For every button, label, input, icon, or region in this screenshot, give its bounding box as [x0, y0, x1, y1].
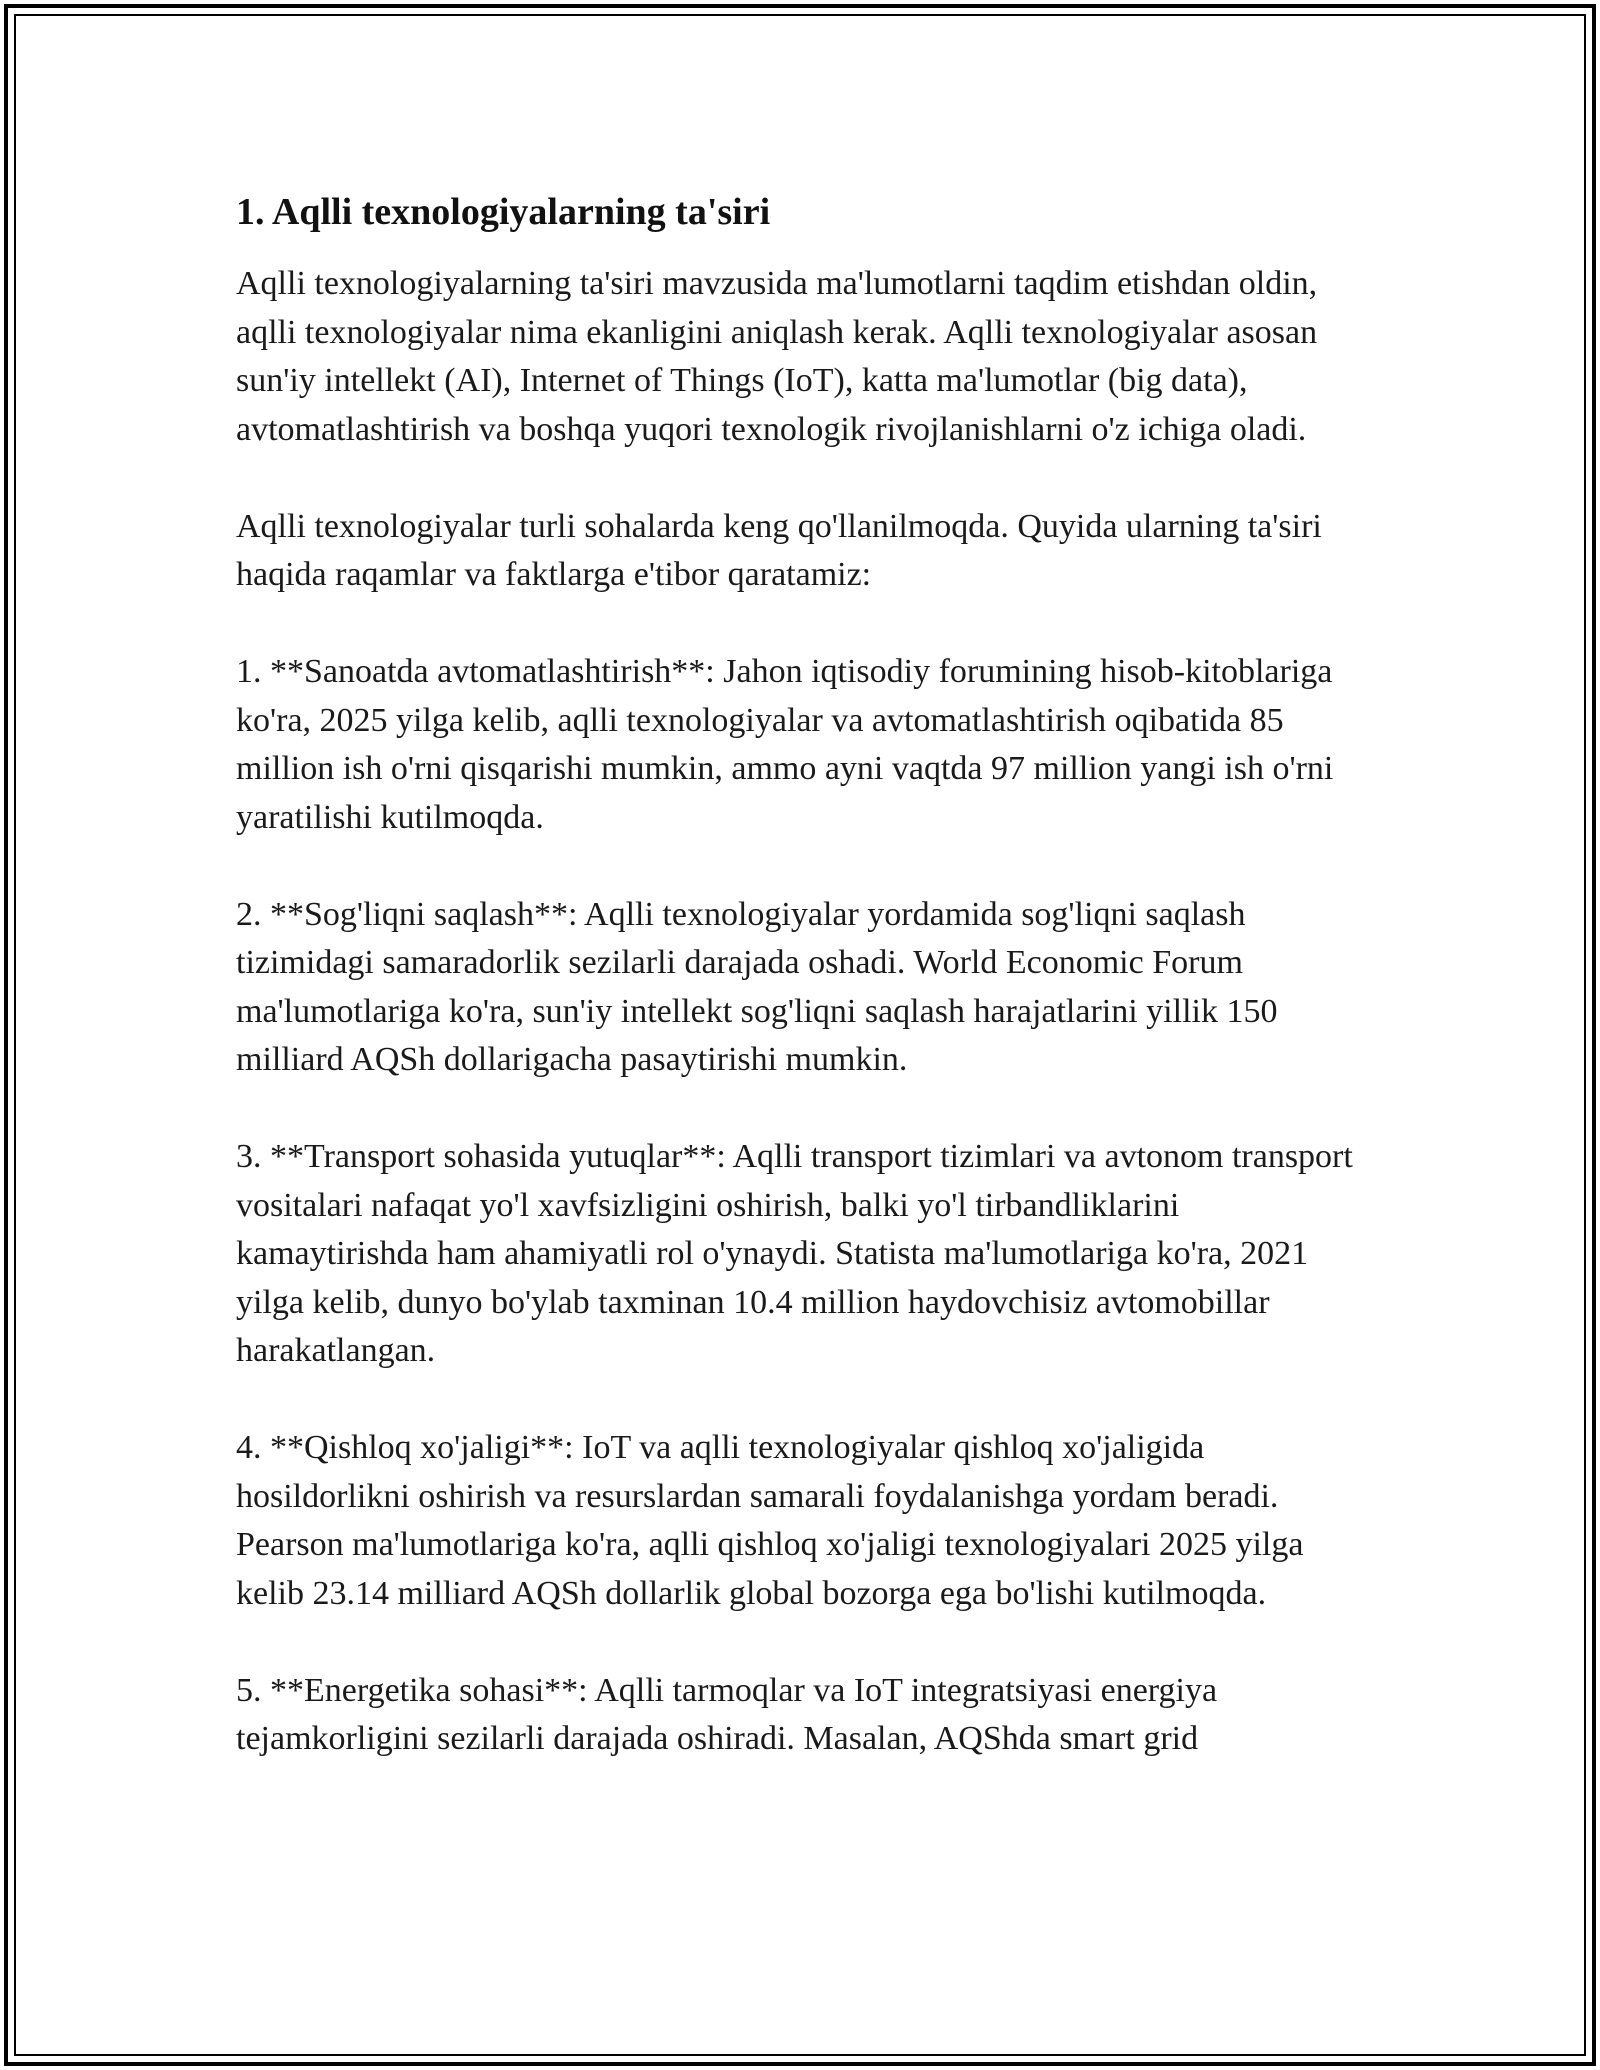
list-item-healthcare: 2. **Sog'liqni saqlash**: Aqlli texnologiyalar yordamida sog'liqni saqlash tizimidagi samaradorlik sezilarli darajada oshadi. World Economic Forum ma'lumotlariga ko'ra, sun'iy intellekt sog'liqni saqlash harajatlarini yillik 150 milliard AQSh dollarigacha pasaytirishi mumkin.: [236, 895, 1286, 1078]
paragraph-intro: Aqlli texnologiyalarning ta'siri mavzusida ma'lumotlarni taqdim etishdan oldin, aqlli texnologiyalar nima ekanligini aniqlash kerak. Aqlli texnologiyalar asosan sun'iy intellekt (AI), Internet of Things (IoT), katta ma'lumotlar (big data), avtomatlashtirish va boshqa yuqori texnologik rivojlanishlarni o'z ichiga oladi.: [236, 265, 1326, 448]
list-item-industry: 1. **Sanoatda avtomatlashtirish**: Jahon iqtisodiy forumining hisob-kitoblariga ko'ra, 2025 yilga kelib, aqlli texnologiyalar va avtomatlashtirish oqibatida 85 million ish o'rni qisqarishi mumkin, ammo ayni vaqtda 97 million yangi ish o'rni yaratilishi kutilmoqda.: [236, 653, 1342, 836]
list-item-energy: 5. **Energetika sohasi**: Aqlli tarmoqlar va IoT integratsiyasi energiya tejamkorligini sezilarli darajada oshiradi. Masalan, AQShda smart grid: [236, 1671, 1226, 1757]
list-item-transport: 3. **Transport sohasida yutuqlar**: Aqlli transport tizimlari va avtonom transport vositalari nafaqat yo'l xavfsizligini oshirish, balki yo'l tirbandliklarini kamaytirishda ham ahamiyatli rol o'ynaydi. Statista ma'lumotlariga ko'ra, 2021 yilga kelib, dunyo bo'ylab taxminan 10.4 million haydovchisiz avtomobillar harakatlangan.: [236, 1138, 1362, 1369]
list-item-agriculture: 4. **Qishloq xo'jaligi**: IoT va aqlli texnologiyalar qishloq xo'jaligida hosildorlikni oshirish va resurslardan samarali foydalanishga yordam beradi. Pearson ma'lumotlariga ko'ra, aqlli qishloq xo'jaligi texnologiyalari 2025 yilga kelib 23.14 milliard AQSh dollarlik global bozorga ega bo'lishi kutilmoqda.: [236, 1429, 1312, 1612]
paragraph-overview: Aqlli texnologiyalar turli sohalarda keng qo'llanilmoqda. Quyida ularning ta'siri haqida raqamlar va faktlarga e'tibor qaratamiz:: [236, 507, 1331, 593]
document-body: [236, 188, 1366, 1812]
section-heading: 1. Aqlli texnologiyalarning ta'siri: [236, 191, 771, 233]
